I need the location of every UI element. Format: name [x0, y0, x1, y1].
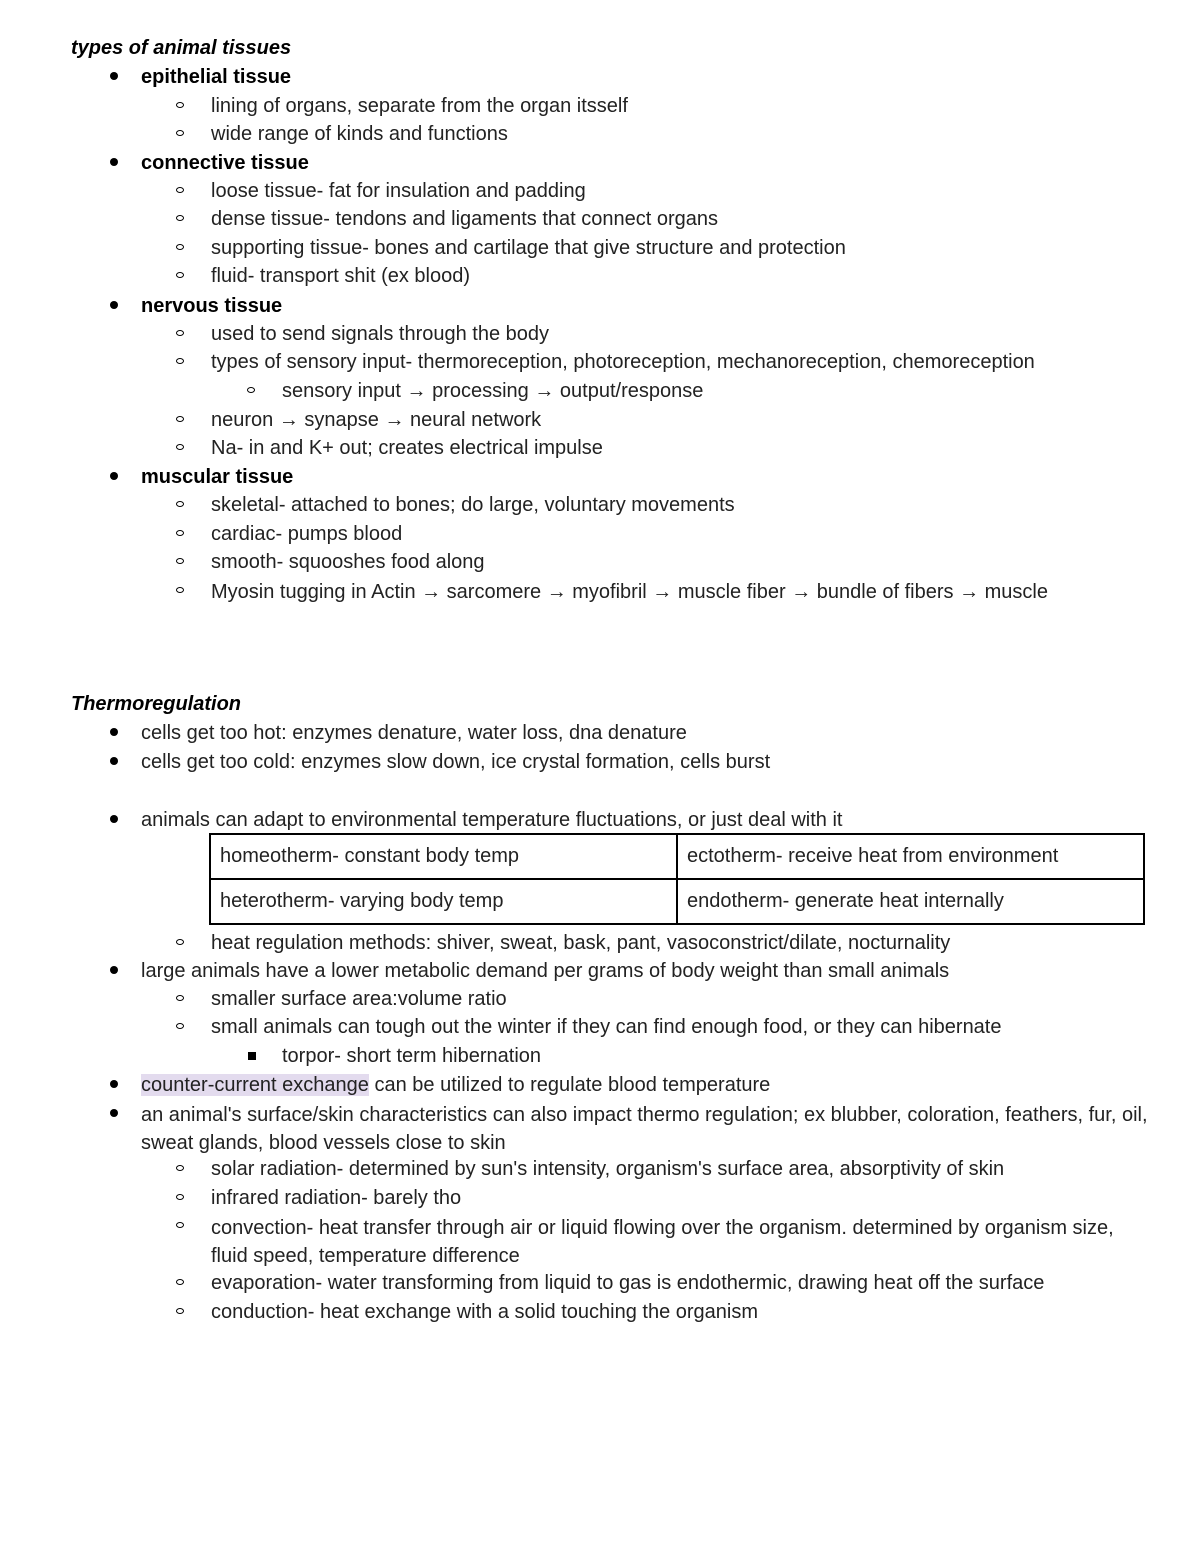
list-item: small animals can tough out the winter if they can find enough food, or they can hibernate [211, 1016, 1002, 1038]
list-item: fluid- transport shit (ex blood) [211, 265, 471, 287]
table-cell: ectotherm- receive heat from environment [677, 834, 1144, 879]
list-item [141, 1073, 770, 1097]
bullet-dot [110, 1080, 118, 1088]
list-item: solar radiation- determined by sun's intensity, organism's surface area, absorptivity of skin [211, 1158, 1005, 1180]
nervous-heading: nervous tissue [141, 295, 283, 317]
list-item: conduction- heat exchange with a solid touching the organism [211, 1301, 759, 1323]
bullet-ring [176, 1165, 184, 1171]
list-item: smaller surface area:volume ratio [211, 988, 507, 1010]
list-item: an animal's surface/skin characteristics can also impact thermo regulation; ex blubber, coloration, feathers, fur, oil, sweat glands, blood vessels close to skin [141, 1104, 1148, 1154]
table-cell: homeotherm- constant body temp [210, 834, 677, 879]
list-item: used to send signals through the body [211, 323, 550, 345]
list-item: lining of organs, separate from the organ itsself [211, 95, 628, 117]
bullet-ring [176, 501, 184, 507]
list-item: sensory input → processing → output/response [282, 380, 704, 402]
connective-heading: connective tissue [141, 152, 309, 174]
list-item: smooth- squooshes food along [211, 551, 485, 573]
bullet-ring [176, 1222, 184, 1228]
bullet-ring [176, 416, 184, 422]
bullet-ring [176, 995, 184, 1001]
bullet-dot [110, 815, 118, 823]
list-item: evaporation- water transforming from liquid to gas is endothermic, drawing heat off the surface [211, 1272, 1045, 1294]
highlighted-term: counter-current exchange [141, 1074, 369, 1096]
bullet-ring [176, 244, 184, 250]
thermo-table [209, 833, 1145, 925]
list-item: large animals have a lower metabolic demand per grams of body weight than small animals [141, 960, 950, 982]
bullet-ring [176, 587, 184, 593]
bullet-dot [110, 158, 118, 166]
bullet-dot [110, 728, 118, 736]
epithelial-heading: epithelial tissue [141, 66, 292, 88]
section-title-thermoregulation: Thermoregulation [71, 693, 242, 715]
bullet-square [248, 1052, 256, 1060]
table-cell: endotherm- generate heat internally [677, 879, 1144, 924]
bullet-ring [176, 939, 184, 945]
bullet-ring [176, 187, 184, 193]
bullet-ring [176, 102, 184, 108]
list-item: neuron → synapse → neural network [211, 409, 542, 431]
bullet-ring [176, 330, 184, 336]
list-item: Na- in and K+ out; creates electrical impulse [211, 437, 603, 459]
bullet-dot [110, 301, 118, 309]
table-cell: heterotherm- varying body temp [210, 879, 677, 924]
bullet-ring [176, 1279, 184, 1285]
list-item: torpor- short term hibernation [282, 1045, 542, 1067]
section-title-animal-tissues: types of animal tissues [71, 37, 292, 59]
bullet-ring [247, 387, 255, 393]
bullet-ring [176, 1308, 184, 1314]
list-item: animals can adapt to environmental temperature fluctuations, or just deal with it [141, 809, 843, 831]
bullet-ring [176, 444, 184, 450]
list-item: supporting tissue- bones and cartilage that give structure and protection [211, 237, 846, 259]
list-item: loose tissue- fat for insulation and padding [211, 180, 586, 202]
list-item: types of sensory input- thermoreception, photoreception, mechanoreception, chemoreception [211, 351, 1035, 373]
bullet-ring [176, 215, 184, 221]
list-item: dense tissue- tendons and ligaments that connect organs [211, 208, 718, 230]
list-item: wide range of kinds and functions [211, 123, 508, 145]
list-item: infrared radiation- barely tho [211, 1187, 462, 1209]
bullet-ring [176, 558, 184, 564]
bullet-ring [176, 358, 184, 364]
bullet-dot [110, 472, 118, 480]
bullet-ring [176, 272, 184, 278]
list-item: convection- heat transfer through air or liquid flowing over the organism. determined by organism size, fluid speed, temperature difference [211, 1217, 1114, 1267]
bullet-dot [110, 72, 118, 80]
table-row [210, 834, 1144, 879]
bullet-ring [176, 1023, 184, 1029]
bullet-ring [176, 530, 184, 536]
list-item-text: can be utilized to regulate blood temperature [368, 1074, 771, 1096]
list-item: cells get too cold: enzymes slow down, ice crystal formation, cells burst [141, 751, 771, 773]
list-item: cardiac- pumps blood [211, 523, 403, 545]
list-item: cells get too hot: enzymes denature, water loss, dna denature [141, 722, 687, 744]
list-item: heat regulation methods: shiver, sweat, bask, pant, vasoconstrict/dilate, nocturnality [211, 932, 951, 954]
list-item: Myosin tugging in Actin → sarcomere → myofibril → muscle fiber → bundle of fibers → muscle [211, 581, 1048, 603]
bullet-dot [110, 757, 118, 765]
list-item: skeletal- attached to bones; do large, voluntary movements [211, 494, 735, 516]
bullet-ring [176, 1194, 184, 1200]
bullet-dot [110, 1109, 118, 1117]
bullet-dot [110, 966, 118, 974]
muscular-heading: muscular tissue [141, 466, 294, 488]
table-row [210, 879, 1144, 924]
bullet-ring [176, 130, 184, 136]
